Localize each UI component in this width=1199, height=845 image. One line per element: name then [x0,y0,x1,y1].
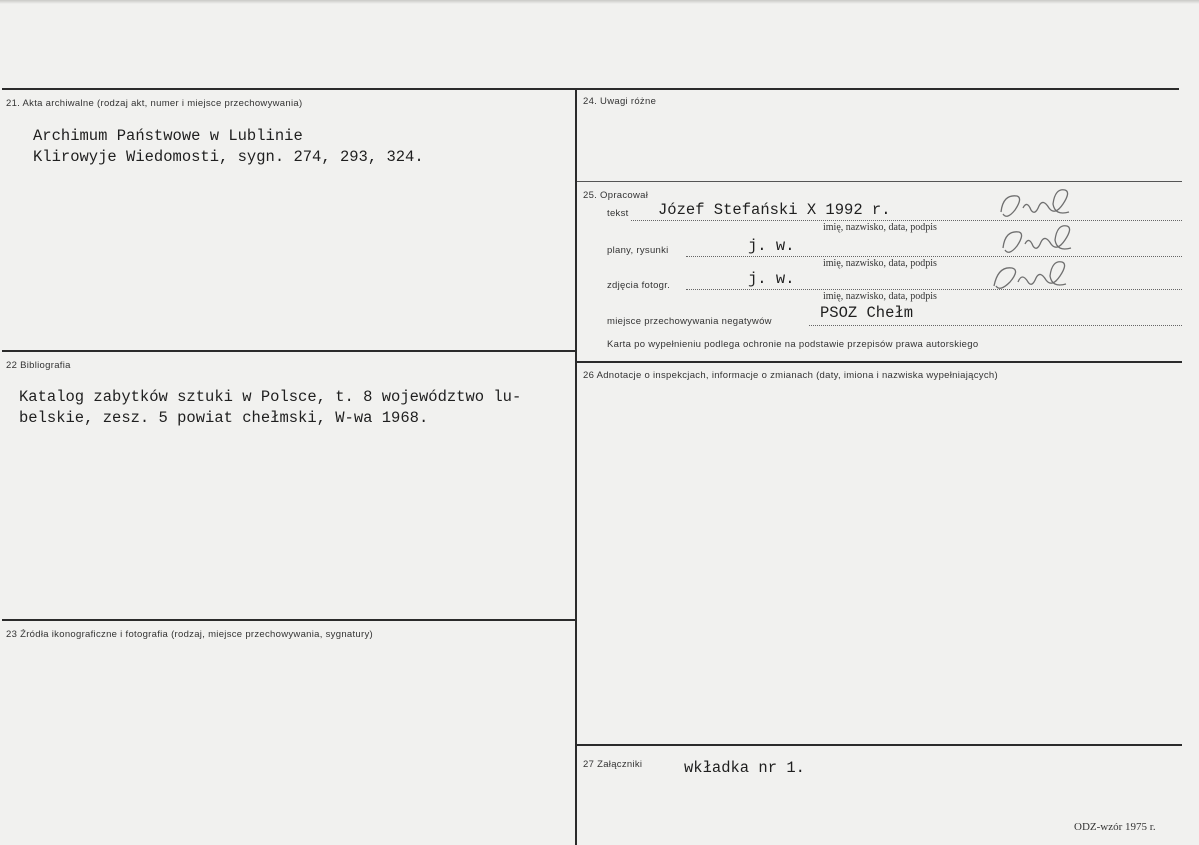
section-25-label: 25. Opracował [583,190,649,201]
section-23-label: 23 Źródła ikonograficzne i fotografia (rodzaj, miejsce przechowywania, sygnatury) [6,629,373,640]
tekst-label: tekst [607,208,629,219]
tekst-value: Józef Stefański X 1992 r. [658,201,891,219]
section-21-line-2: Klirowyje Wiedomosti, sygn. 274, 293, 324. [33,148,424,166]
center-divider [575,88,577,845]
tekst-caption: imię, nazwisko, data, podpis [823,222,937,233]
section-21-label: 21. Akta archiwalne (rodzaj akt, numer i miejsce przechowywania) [6,98,303,109]
plany-value: j. w. [748,237,795,255]
negatywy-value: PSOZ Chełm [820,304,914,322]
section-21-line-1: Archimum Państwowe w Lublinie [33,127,303,145]
rule-23 [2,619,575,621]
section-22-label: 22 Bibliografia [6,360,71,371]
top-rule [2,88,1179,90]
section-27-label: 27 Załączniki [583,759,643,770]
plany-label: plany, rysunki [607,245,669,256]
signature-zdjecia [988,256,1078,296]
negatywy-dotted-line [809,325,1182,326]
rule-22 [2,350,575,352]
section-26-label: 26 Adnotacje o inspekcjach, informacje o zmianach (daty, imiona i nazwiska wypełniających) [583,370,998,381]
signature-tekst [993,186,1083,226]
section-24-label: 24. Uwagi różne [583,96,657,107]
scan-edge [0,0,1199,4]
negatywy-label: miejsce przechowywania negatywów [607,316,772,327]
copyright-note: Karta po wypełnieniu podlega ochronie na podstawie przepisów prawa autorskiego [607,339,979,350]
section-22-line-1: Katalog zabytków sztuki w Polsce, t. 8 województwo lu- [19,388,522,406]
zdjecia-value: j. w. [748,270,795,288]
section-22-line-2: belskie, zesz. 5 powiat chełmski, W-wa 1968. [19,409,429,427]
rule-26 [577,361,1182,363]
rule-27 [577,744,1182,746]
zdjecia-caption: imię, nazwisko, data, podpis [823,291,937,302]
form-id: ODZ-wzór 1975 r. [1074,821,1156,833]
section-27-value: wkładka nr 1. [684,759,805,777]
zdjecia-label: zdjęcia fotogr. [607,280,671,291]
rule-25 [577,181,1182,182]
plany-caption: imię, nazwisko, data, podpis [823,258,937,269]
